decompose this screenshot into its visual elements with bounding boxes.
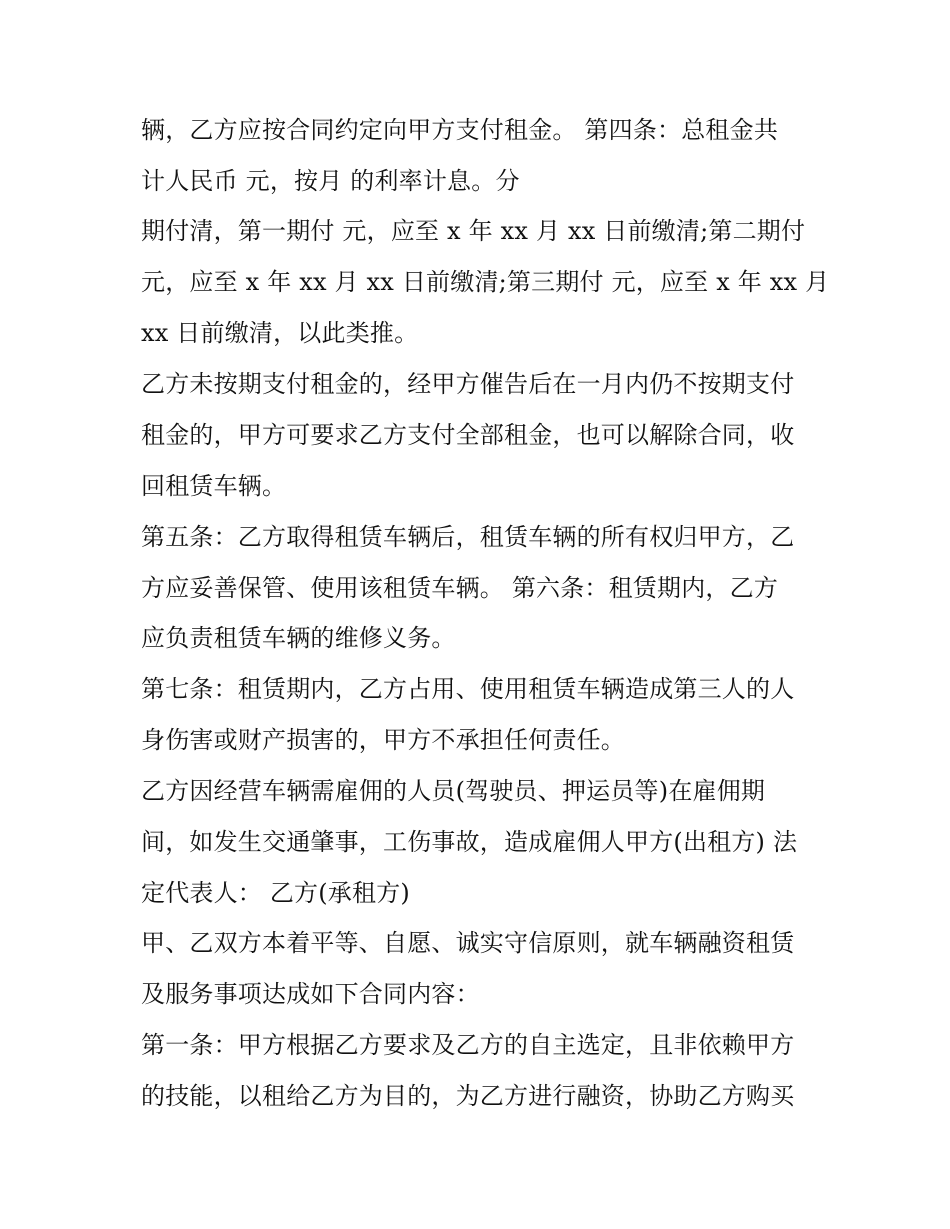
text-line: 乙方因经营车辆需雇佣的人员(驾驶员、押运员等)在雇佣期: [141, 777, 766, 805]
text-line: 乙方未按期支付租金的，经甲方催告后在一月内仍不按期支付: [141, 370, 795, 398]
text-line: 第五条：乙方取得租赁车辆后，租赁车辆的所有权归甲方，乙: [141, 523, 795, 551]
text-line: 计人民币 元，按月 的利率计息。分: [141, 167, 520, 195]
text-line: 回租赁车辆。: [141, 472, 287, 500]
text-line: 期付清，第一期付 元，应至 x 年 xx 月 xx 日前缴清;第二期付: [141, 217, 806, 245]
text-line: 甲、乙双方本着平等、自愿、诚实守信原则，就车辆融资租赁: [141, 929, 795, 957]
text-line: 身伤害或财产损害的，甲方不承担任何责任。: [141, 726, 625, 754]
text-line: 的技能，以租给乙方为目的，为乙方进行融资，协助乙方购买: [141, 1082, 795, 1110]
text-line: xx 日前缴清，以此类推。: [141, 319, 419, 347]
text-line: 元，应至 x 年 xx 月 xx 日前缴清;第三期付 元，应至 x 年 xx 月: [141, 268, 830, 296]
text-line: 应负责租赁车辆的维修义务。: [141, 624, 456, 652]
text-line: 租金的，甲方可要求乙方支付全部租金，也可以解除合同，收: [141, 421, 795, 449]
text-line: 及服务事项达成如下合同内容：: [141, 980, 480, 1008]
text-line: 方应妥善保管、使用该租赁车辆。 第六条：租赁期内，乙方: [141, 574, 779, 602]
text-line: 辆，乙方应按合同约定向甲方支付租金。 第四条：总租金共: [141, 116, 779, 144]
text-line: 间，如发生交通肇事，工伤事故，造成雇佣人甲方(出租方) 法: [141, 828, 798, 856]
text-line: 第一条：甲方根据乙方要求及乙方的自主选定，且非依赖甲方: [141, 1031, 795, 1059]
text-line: 定代表人： 乙方(承租方): [141, 879, 410, 907]
text-line: 第七条：租赁期内，乙方占用、使用租赁车辆造成第三人的人: [141, 675, 795, 703]
